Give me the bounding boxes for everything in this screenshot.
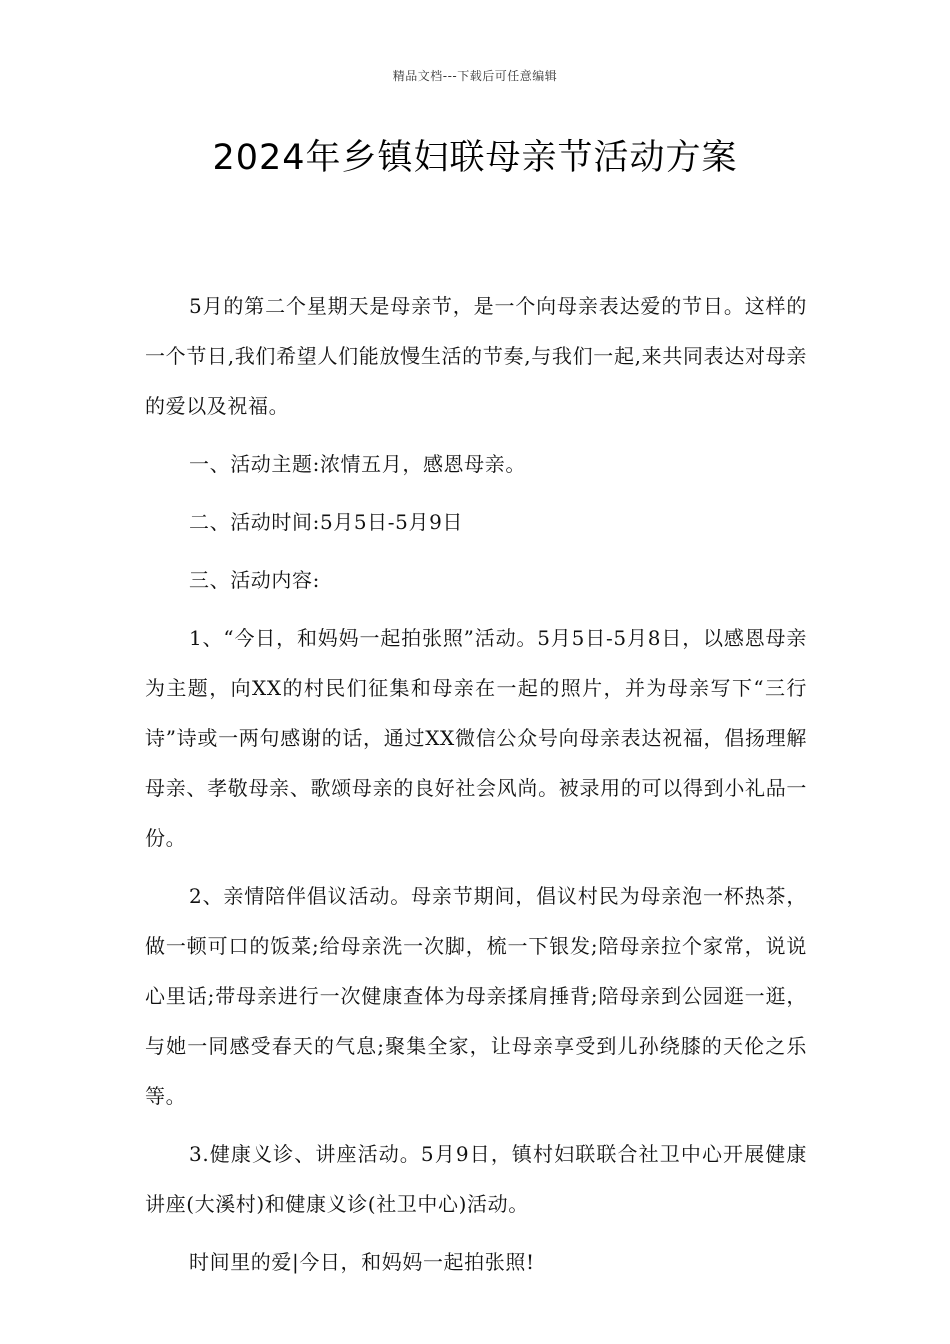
document-title: 2024年乡镇妇联母亲节活动方案 [212,138,738,178]
paragraph-time: 二、活动时间:5月5日-5月9日 [189,510,463,534]
document-body [145,281,807,1295]
paragraph-intro: 5月的第二个星期天是母亲节，是一个向母亲表达爱的节日。这样的一个节日,我们希望人们能放慢生活的节奏,与我们一起,来共同表达对母亲的爱以及祝福。 [145,294,807,418]
paragraph-item-photo: 1、“今日，和妈妈一起拍张照”活动。5月5日-5月8日，以感恩母亲为主题，向XX的村民们征集和母亲在一起的照片，并为母亲写下“三行诗”诗或一两句感谢的话，通过XX微信公众号向母亲表达祝福，倡扬理解母亲、孝敬母亲、歌颂母亲的良好社会风尚。被录用的可以得到小礼品一份。 [145,626,807,850]
paragraph-item-health: 3.健康义诊、讲座活动。5月9日，镇村妇联联合社卫中心开展健康讲座(大溪村)和健康义诊(社卫中心)活动。 [145,1142,807,1216]
paragraph-item-companionship: 2、亲情陪伴倡议活动。母亲节期间，倡议村民为母亲泡一杯热茶，做一顿可口的饭菜;给母亲洗一次脚，梳一下银发;陪母亲拉个家常，说说心里话;带母亲进行一次健康查体为母亲揉肩捶背;陪母亲到公园逛一逛，与她一同感受春天的气息;聚集全家，让母亲享受到儿孙绕膝的天伦之乐等。 [145,884,807,1108]
paragraph-theme: 一、活动主题:浓情五月，感恩母亲。 [189,452,526,476]
paragraph-closing: 时间里的爱|今日，和妈妈一起拍张照! [189,1250,535,1274]
header-note: 精品文档---下载后可任意编辑 [392,69,558,83]
paragraph-content-heading: 三、活动内容: [189,568,320,592]
